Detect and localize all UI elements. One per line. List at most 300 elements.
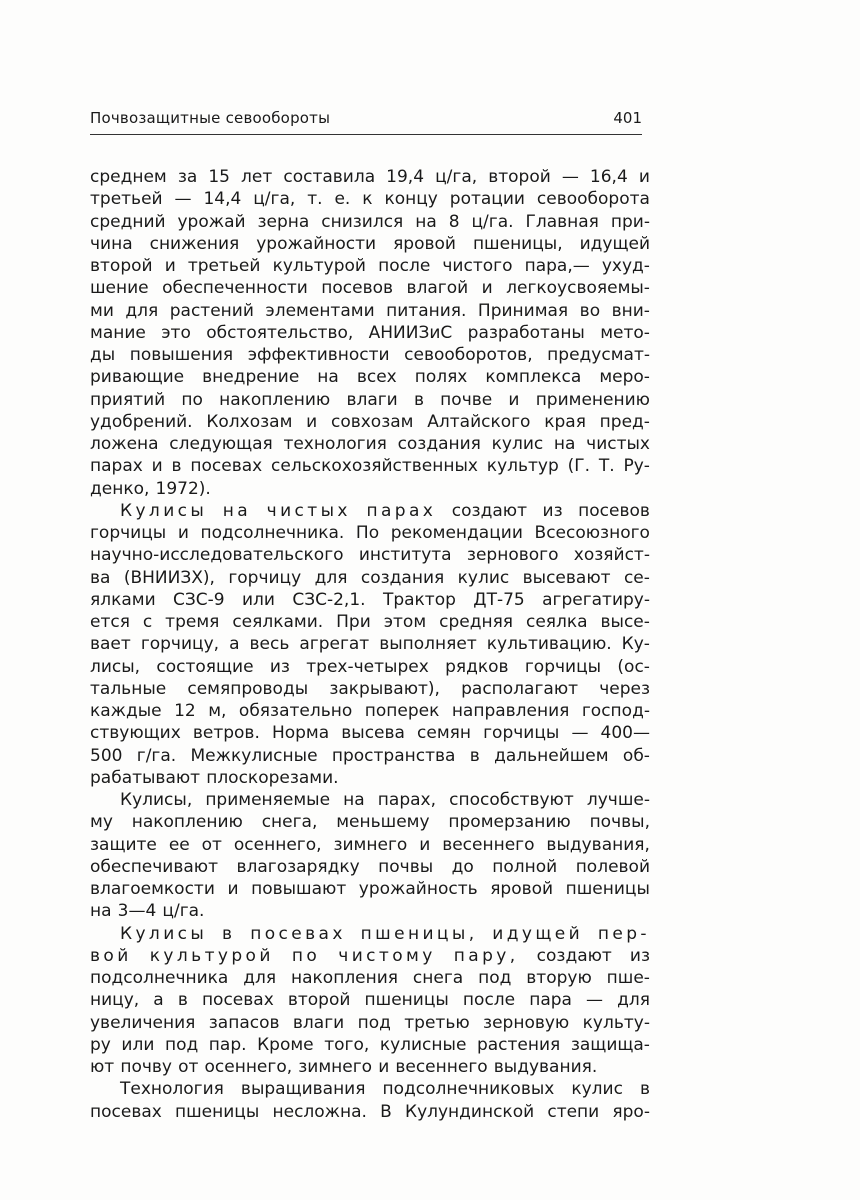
word: зернового	[466, 545, 559, 566]
word: средняя	[439, 612, 514, 632]
word: повышают	[251, 879, 347, 899]
word: второй	[488, 167, 551, 187]
word: при-	[610, 211, 650, 232]
word: комплекса	[485, 367, 582, 388]
word: чистых	[586, 434, 650, 454]
word: хозяйст-	[573, 545, 650, 566]
word: сельскохозяйственных	[271, 456, 478, 477]
word: снизился	[321, 211, 404, 232]
word: 14,4	[203, 189, 242, 210]
word: весь	[249, 634, 290, 655]
word: растений	[169, 300, 254, 321]
text-line	[90, 500, 650, 522]
word: лучше-	[586, 790, 650, 810]
word: кулис	[457, 567, 510, 588]
text-line	[90, 211, 650, 233]
word: применению	[535, 389, 650, 410]
word: При	[336, 612, 371, 632]
word: лет	[241, 167, 273, 187]
word: накоплению	[131, 812, 243, 833]
word: и	[378, 1057, 390, 1077]
word: Ку-	[621, 634, 650, 655]
word: для	[314, 567, 348, 588]
word: в	[171, 456, 182, 477]
word: степи	[547, 1101, 600, 1122]
word: и	[306, 411, 318, 432]
text-line	[90, 1034, 650, 1056]
word: обеспечивают	[90, 856, 219, 877]
word: парах	[366, 500, 437, 521]
word: чистых	[266, 500, 351, 521]
word: вни-	[611, 300, 650, 321]
word: Норма	[271, 723, 330, 744]
word: полной	[492, 856, 558, 877]
word: располагают	[461, 678, 579, 699]
word: Межкулисные	[190, 745, 318, 766]
word: в	[177, 990, 188, 1011]
word: 12	[174, 701, 196, 721]
word: посевах	[250, 923, 346, 944]
word: из	[629, 945, 650, 966]
word: поперек	[364, 701, 440, 721]
word: сеялка	[525, 612, 588, 632]
word: всех	[356, 367, 397, 388]
word: 500	[90, 745, 123, 766]
text-line	[90, 945, 650, 967]
word: тальные	[90, 678, 167, 699]
word: пространства	[331, 745, 456, 766]
text-line	[90, 878, 650, 900]
text-line	[90, 1056, 650, 1078]
word: защите	[90, 834, 157, 855]
word: влагозарядку	[236, 856, 360, 877]
word: состоящие	[156, 656, 254, 677]
word: посевов	[321, 278, 394, 299]
word: края	[544, 411, 586, 432]
word: следующая	[169, 434, 273, 454]
running-head	[90, 108, 642, 130]
word: В	[380, 1101, 392, 1122]
word: Технология	[120, 1079, 224, 1100]
word: пше-	[606, 968, 650, 988]
word: ц/га,	[253, 189, 296, 210]
word: на	[553, 434, 576, 454]
word: Алтайского	[427, 411, 531, 432]
text-line	[90, 678, 650, 700]
word: культивацию.	[486, 634, 612, 655]
word: посевов	[578, 500, 650, 521]
text-line	[90, 633, 650, 655]
word: ц/га.	[471, 211, 514, 232]
word: —	[571, 723, 589, 744]
word: высе-	[600, 612, 650, 632]
word: парах,	[377, 790, 437, 810]
text-line	[90, 433, 650, 455]
word: урожайности	[256, 233, 377, 254]
word: запасов	[208, 1012, 280, 1033]
word: и	[419, 834, 431, 855]
word: и	[164, 256, 176, 276]
word: агрегат	[299, 634, 370, 655]
word: урожай	[177, 211, 246, 232]
word: эффективности	[247, 345, 390, 365]
word: ялками	[90, 589, 156, 610]
word: сеялками.	[232, 612, 324, 632]
header-rule	[90, 134, 642, 135]
word: СЗС-9	[173, 589, 225, 610]
text-line	[90, 611, 650, 633]
word: под	[164, 1034, 199, 1055]
word: тремя	[165, 612, 220, 632]
word: Кулисы,	[120, 790, 193, 810]
word: почву	[120, 1057, 172, 1077]
text-line	[90, 188, 650, 210]
word: защища-	[570, 1034, 650, 1055]
word: и	[227, 879, 239, 899]
word: ц/га.	[162, 901, 205, 922]
word: м,	[208, 701, 227, 721]
word: почвы,	[589, 812, 650, 833]
word: элементами	[265, 300, 375, 321]
word: для	[125, 300, 159, 321]
word: выдувания,	[546, 834, 650, 855]
word: 1972).	[155, 478, 211, 499]
word: СЗС-2,1.	[292, 589, 366, 610]
word: из	[542, 500, 563, 521]
page-number: 401	[613, 109, 642, 127]
text-line	[90, 967, 650, 989]
word: направления	[451, 701, 570, 721]
word: в	[413, 389, 424, 410]
word: этом	[383, 612, 427, 632]
text-line	[90, 567, 650, 589]
word: ется	[90, 612, 130, 632]
word: это	[161, 322, 191, 343]
word: меро-	[599, 367, 650, 388]
word: в	[469, 745, 480, 766]
word: рекомендации	[390, 523, 523, 543]
word: севооборота	[536, 189, 650, 210]
word: внедрение	[202, 367, 300, 388]
word: накопления	[291, 968, 399, 988]
word: обстоятельство,	[206, 322, 354, 343]
text-line	[90, 455, 650, 477]
word: снега,	[261, 812, 318, 833]
word: 19,4	[386, 167, 425, 187]
word: выращивания	[240, 1079, 366, 1100]
text-line	[90, 834, 650, 856]
word: парах	[90, 456, 143, 477]
word: семян	[417, 723, 472, 744]
word: ухуд-	[601, 256, 650, 276]
word: подсолнечниковых	[382, 1079, 555, 1100]
word: пара	[529, 990, 572, 1011]
word: кулис	[571, 1079, 623, 1100]
word: или	[121, 1034, 155, 1055]
text-line	[90, 656, 650, 678]
word: 3—4	[117, 901, 157, 922]
word: вой	[90, 945, 132, 966]
word: второй	[90, 256, 153, 276]
word: способствуют	[449, 790, 574, 810]
word: на	[222, 500, 252, 521]
running-title: Почвозащитные севообороты	[90, 109, 331, 127]
word: а	[153, 990, 164, 1011]
word: ды	[90, 345, 116, 365]
word: рабатывают	[90, 767, 201, 788]
word: Кулундинской	[405, 1101, 535, 1122]
word: Всесоюзного	[534, 523, 650, 543]
word: ру	[90, 1034, 111, 1055]
word: от	[201, 834, 222, 855]
word: за	[177, 167, 198, 187]
word: горчицы	[90, 523, 167, 543]
text-line	[90, 522, 650, 544]
word: и	[481, 278, 493, 299]
word: института	[358, 545, 452, 566]
word: почве	[440, 389, 493, 410]
text-line	[90, 722, 650, 744]
word: ложена	[90, 434, 159, 454]
word: технология	[283, 434, 387, 454]
word: 15	[208, 167, 230, 187]
text-line	[90, 811, 650, 833]
word: культурой	[149, 945, 274, 966]
word: чина	[90, 233, 133, 254]
word: выполняет	[379, 634, 477, 655]
word: —	[174, 189, 192, 210]
word: осеннего,	[233, 834, 322, 855]
word: во	[579, 300, 601, 321]
word: (ВНИИЗХ),	[123, 567, 215, 588]
word: чистому	[338, 945, 436, 966]
word: пару,	[453, 945, 519, 966]
word: в	[639, 1079, 650, 1100]
word: зимнего	[298, 1057, 373, 1077]
word: кулис	[491, 434, 544, 454]
word: создают	[451, 500, 527, 521]
word: вторую	[526, 968, 592, 988]
word: на	[343, 790, 365, 810]
word: культурой	[272, 256, 366, 276]
word: подсолнечника.	[200, 523, 345, 543]
word: посевах	[90, 1101, 162, 1122]
word: плоскорезами.	[206, 767, 339, 788]
word: чистого	[442, 256, 513, 276]
word: применяемые	[205, 790, 331, 810]
text-line	[90, 789, 650, 811]
word: накоплению	[219, 389, 331, 410]
word: высевают	[522, 567, 611, 588]
word: удобрений.	[90, 411, 193, 432]
word: ствующих	[90, 723, 181, 744]
word: создания	[360, 567, 445, 588]
word: яро-	[612, 1101, 650, 1122]
text-line	[90, 366, 650, 388]
word: до	[451, 856, 474, 877]
word: с	[142, 612, 153, 632]
text-line	[90, 589, 650, 611]
word: вает	[90, 634, 131, 655]
word: посевах	[201, 990, 274, 1011]
word: ва	[90, 567, 111, 588]
word: культур	[486, 456, 559, 477]
word: об-	[622, 745, 650, 766]
word: и	[638, 167, 650, 187]
word: средний	[90, 211, 166, 232]
word: ДТ-75	[473, 589, 525, 610]
word: каждые	[90, 701, 162, 721]
word: приятий	[90, 389, 166, 410]
word: мание	[90, 322, 146, 343]
word: яровой	[393, 233, 456, 254]
text-line	[90, 411, 650, 433]
word: влагой	[406, 278, 469, 299]
text-line	[90, 989, 650, 1011]
word: ветров.	[192, 723, 260, 744]
word: создания	[397, 434, 481, 454]
word: Главная	[525, 211, 599, 232]
word: и	[177, 523, 189, 543]
word: господ-	[581, 701, 650, 721]
text-line	[90, 300, 650, 322]
word: мето-	[600, 322, 650, 343]
text-line	[90, 1101, 650, 1123]
word: на	[317, 367, 339, 388]
word: на	[90, 901, 112, 922]
word: Кулисы	[120, 500, 208, 521]
word: трех-четырех	[306, 656, 429, 677]
word: промерзанию	[448, 812, 571, 833]
word: (Г.	[567, 456, 590, 477]
word: научно-исследовательского	[90, 545, 344, 566]
word: севооборотов,	[404, 345, 533, 365]
word: Ру-	[623, 456, 650, 477]
word: АНИИЗиС	[368, 322, 453, 343]
word: к	[362, 189, 373, 210]
word: —	[586, 990, 604, 1011]
word: растения	[476, 1034, 561, 1055]
word: несложна.	[272, 1101, 367, 1122]
word: высева	[341, 723, 405, 744]
word: идущей	[579, 233, 650, 254]
word: среднем	[90, 167, 167, 187]
word: пара,—	[524, 256, 590, 276]
word: лисы,	[90, 656, 141, 677]
word: создают	[536, 945, 612, 966]
word: посевах	[190, 456, 263, 477]
word: пшеницы	[175, 1101, 260, 1122]
word: пшеницы	[565, 879, 650, 899]
word: выдувания.	[493, 1057, 598, 1077]
word: агрегатиру-	[542, 589, 650, 610]
word: Т.	[598, 456, 615, 477]
word: увеличения	[90, 1012, 196, 1033]
word: предусмат-	[547, 345, 650, 365]
text-line	[90, 344, 650, 366]
word: яровой	[490, 879, 554, 899]
text-line	[90, 1012, 650, 1034]
text-line	[90, 767, 650, 789]
word: т.	[307, 189, 323, 210]
word: ротации	[449, 189, 525, 210]
word: культу-	[582, 1012, 650, 1033]
word: по	[181, 389, 203, 410]
word: снега	[412, 968, 464, 988]
word: третьей	[90, 189, 163, 210]
word: пшеницы	[364, 990, 449, 1011]
word: По	[355, 523, 380, 543]
word: ют	[90, 1057, 115, 1077]
word: третьей	[187, 256, 261, 276]
word: рядков	[445, 656, 509, 677]
word: весеннего	[442, 834, 535, 855]
word: денко,	[90, 478, 150, 499]
word: обязательно	[238, 701, 353, 721]
word: и	[151, 456, 163, 477]
text-line	[90, 322, 650, 344]
text-line	[90, 166, 650, 188]
word: почвы	[378, 856, 434, 877]
word: 16,4	[589, 167, 628, 187]
text-line	[90, 255, 650, 277]
word: того,	[324, 1034, 370, 1055]
word: весеннего	[395, 1057, 488, 1077]
word: му	[90, 812, 113, 833]
word: из	[269, 656, 290, 677]
word: влаги	[292, 1012, 345, 1033]
word: осеннего,	[204, 1057, 293, 1077]
word: и	[508, 389, 520, 410]
word: кулисные	[379, 1034, 467, 1055]
word: зимнего	[333, 834, 408, 855]
word: от	[178, 1057, 199, 1077]
word: через	[599, 678, 650, 699]
word: урожайность	[358, 879, 478, 899]
word: ц/га,	[435, 167, 478, 187]
word: Принимая	[477, 300, 569, 321]
word: питания.	[386, 300, 467, 321]
word: закрывают),	[329, 678, 440, 699]
word: Кулисы	[120, 923, 208, 944]
text-line	[90, 478, 650, 500]
word: пред-	[599, 411, 650, 432]
word: горчицу,	[140, 634, 220, 655]
body-text	[90, 166, 650, 1123]
word: на	[415, 211, 437, 232]
text-line	[90, 277, 650, 299]
word: повышения	[129, 345, 234, 365]
word: Трактор	[382, 589, 456, 610]
word: ее	[168, 834, 190, 855]
word: после	[462, 990, 516, 1011]
word: влагоемкости	[90, 879, 215, 899]
text-line	[90, 923, 650, 945]
word: горчицу	[228, 567, 302, 588]
word: пар.	[208, 1034, 247, 1055]
word: Кроме	[257, 1034, 314, 1055]
word: подсолнечника	[90, 968, 229, 988]
word: под	[478, 968, 512, 988]
word: —	[561, 167, 579, 187]
word: се-	[623, 567, 650, 588]
word: второй	[287, 990, 351, 1011]
text-line	[90, 544, 650, 566]
word: Колхозам	[206, 411, 293, 432]
word: влаги	[346, 389, 398, 410]
word: меньшему	[336, 812, 430, 833]
word: для	[617, 990, 650, 1011]
